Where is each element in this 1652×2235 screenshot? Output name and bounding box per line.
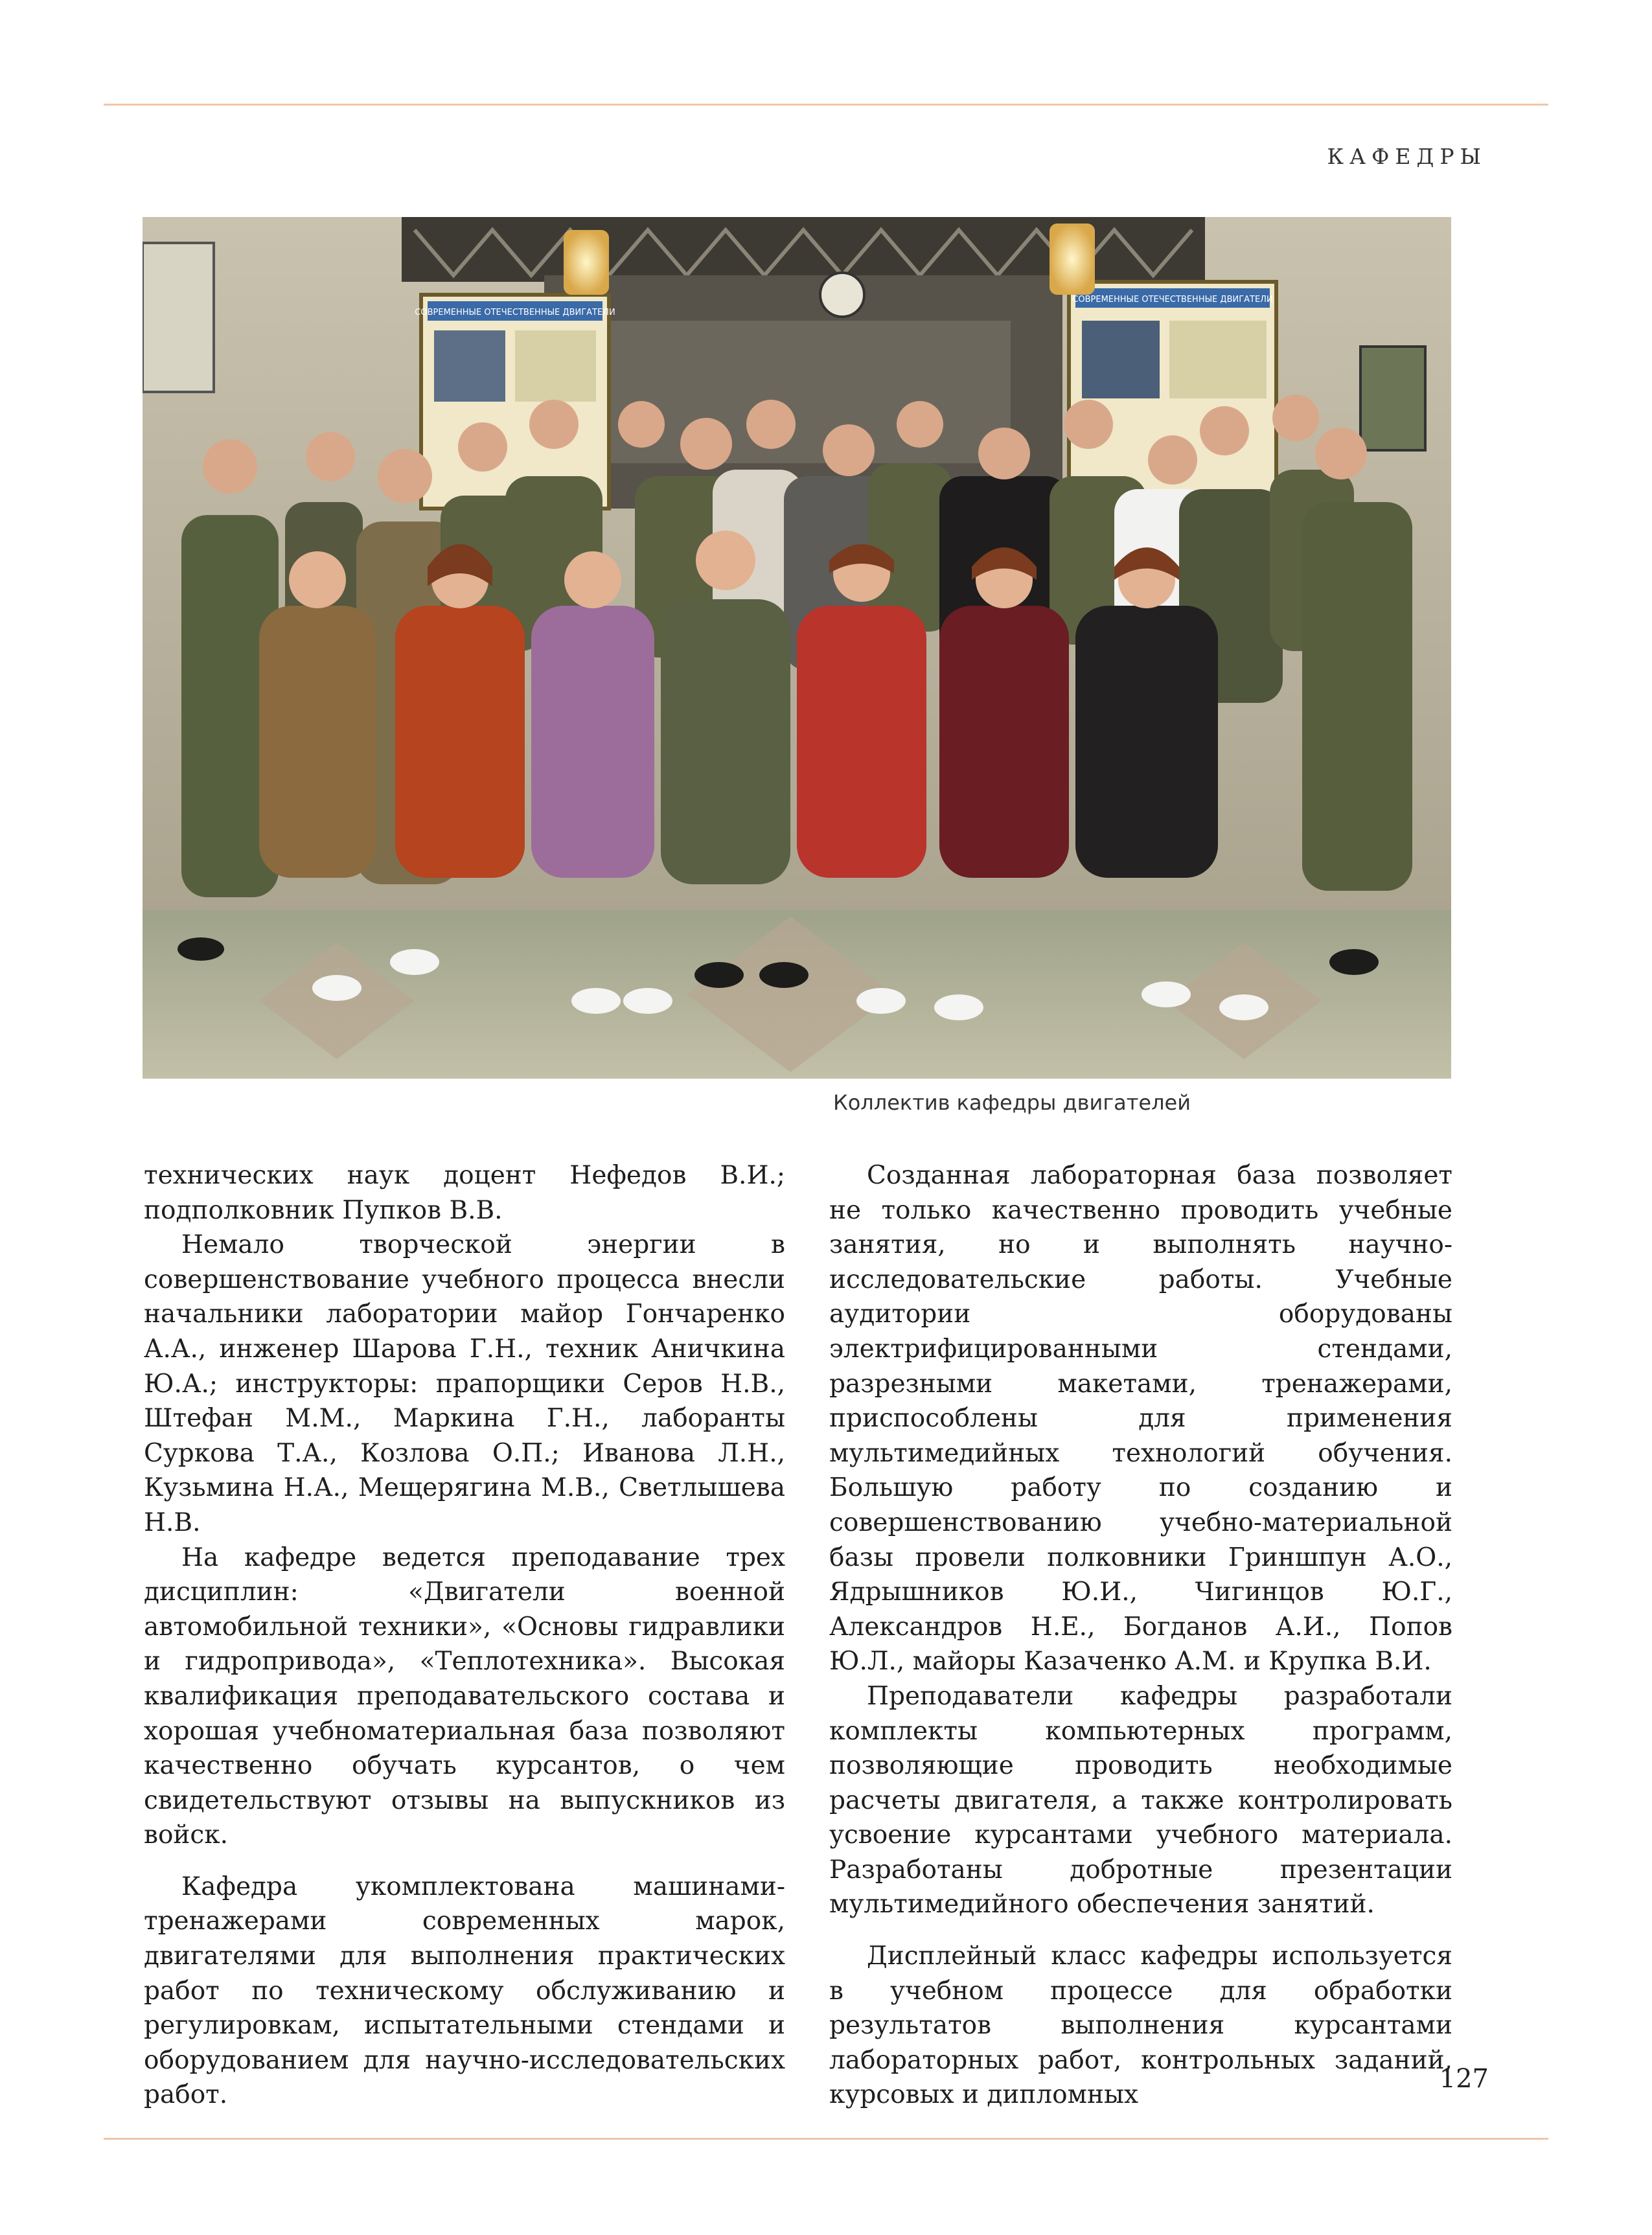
- right-column: [829, 1158, 1452, 2113]
- page-number: 127: [1439, 2064, 1489, 2094]
- top-rule: [104, 104, 1548, 106]
- right-paragraph-3: Дисплейный класс кафедры используется в учебном процессе для обработки результатов выполнения курсантами лабораторных работ, контрольных заданий, курсовых и дипломных: [829, 1942, 1452, 2110]
- left-paragraph-2: Немало творческой энергии в совершенствование учебного процесса внесли начальники лаборатории майор Гончаренко А.А., инженер Шарова Г.Н., техник Аничкина Ю.А.; инструкторы: прапорщики Серов Н.В., Штефан М.М., Маркина Г.Н., лаборанты Суркова Т.А., Козлова О.П.; Иванова Л.Н., Кузьмина Н.А., Мещерягина М.В., Светлышева Н.В.: [144, 1230, 785, 1537]
- section-title: КАФЕДРЫ: [1327, 144, 1487, 169]
- group-photo: [143, 217, 1451, 1079]
- photo-caption: Коллектив кафедры двигателей: [832, 1090, 1191, 1115]
- left-paragraph-1: технических наук доцент Нефедов В.И.; подполковник Пупков В.В.: [144, 1161, 785, 1225]
- poster-left: [415, 295, 615, 509]
- right-paragraph-1: Созданная лабораторная база позволяет не только качественно проводить учебные занятия, но и выполнять научно-исследовательские работы. Учебные аудитории оборудованы электрифицированными стендами, разрезными макетами, тренажерами, приспособлены для применения мультимедийных технологий обучения. Большую работу по созданию и совершенствованию учебно-материальной базы провели полковники Гриншпун А.О., Ядрышников Ю.И., Чигинцов Ю.Г., Александров Н.Е., Богданов А.И., Попов Ю.Л., майоры Казаченко А.М. и Крупка В.И.: [829, 1161, 1452, 1677]
- left-paragraph-3: На кафедре ведется преподавание трех дисциплин: «Двигатели военной автомобильной техники», «Основы гидравлики и гидропривода», «Теплотехника». Высокая квалификация преподавательского состава и хорошая учебноматериальная база позволяют качественно обучать курсантов, о чем свидетельствуют отзывы на выпускников из войск.: [144, 1542, 785, 1850]
- right-paragraph-2: Преподаватели кафедры разработали комплекты компьютерных программ, позволяющие проводить необходимые расчеты двигателя, а также контролировать усвоение курсантами учебного материала. Разработаны добротные презентации мультимедийного обеспечения занятий.: [829, 1681, 1452, 1920]
- left-column: [144, 1158, 785, 2113]
- left-paragraph-4: Кафедра укомплектована машинами-тренажерами современных марок, двигателями для выполнения практических работ по техническому обслуживанию и регулировкам, испытательными стендами и оборудованием для научно-исследовательских работ.: [144, 1872, 785, 2110]
- poster-left-title: СОВРЕМЕННЫЕ ОТЕЧЕСТВЕННЫЕ ДВИГАТЕЛИ: [415, 308, 615, 317]
- bottom-rule: [104, 2138, 1548, 2140]
- poster-right-title: СОВРЕМЕННЫЕ ОТЕЧЕСТВЕННЫЕ ДВИГАТЕЛИ: [1072, 295, 1273, 304]
